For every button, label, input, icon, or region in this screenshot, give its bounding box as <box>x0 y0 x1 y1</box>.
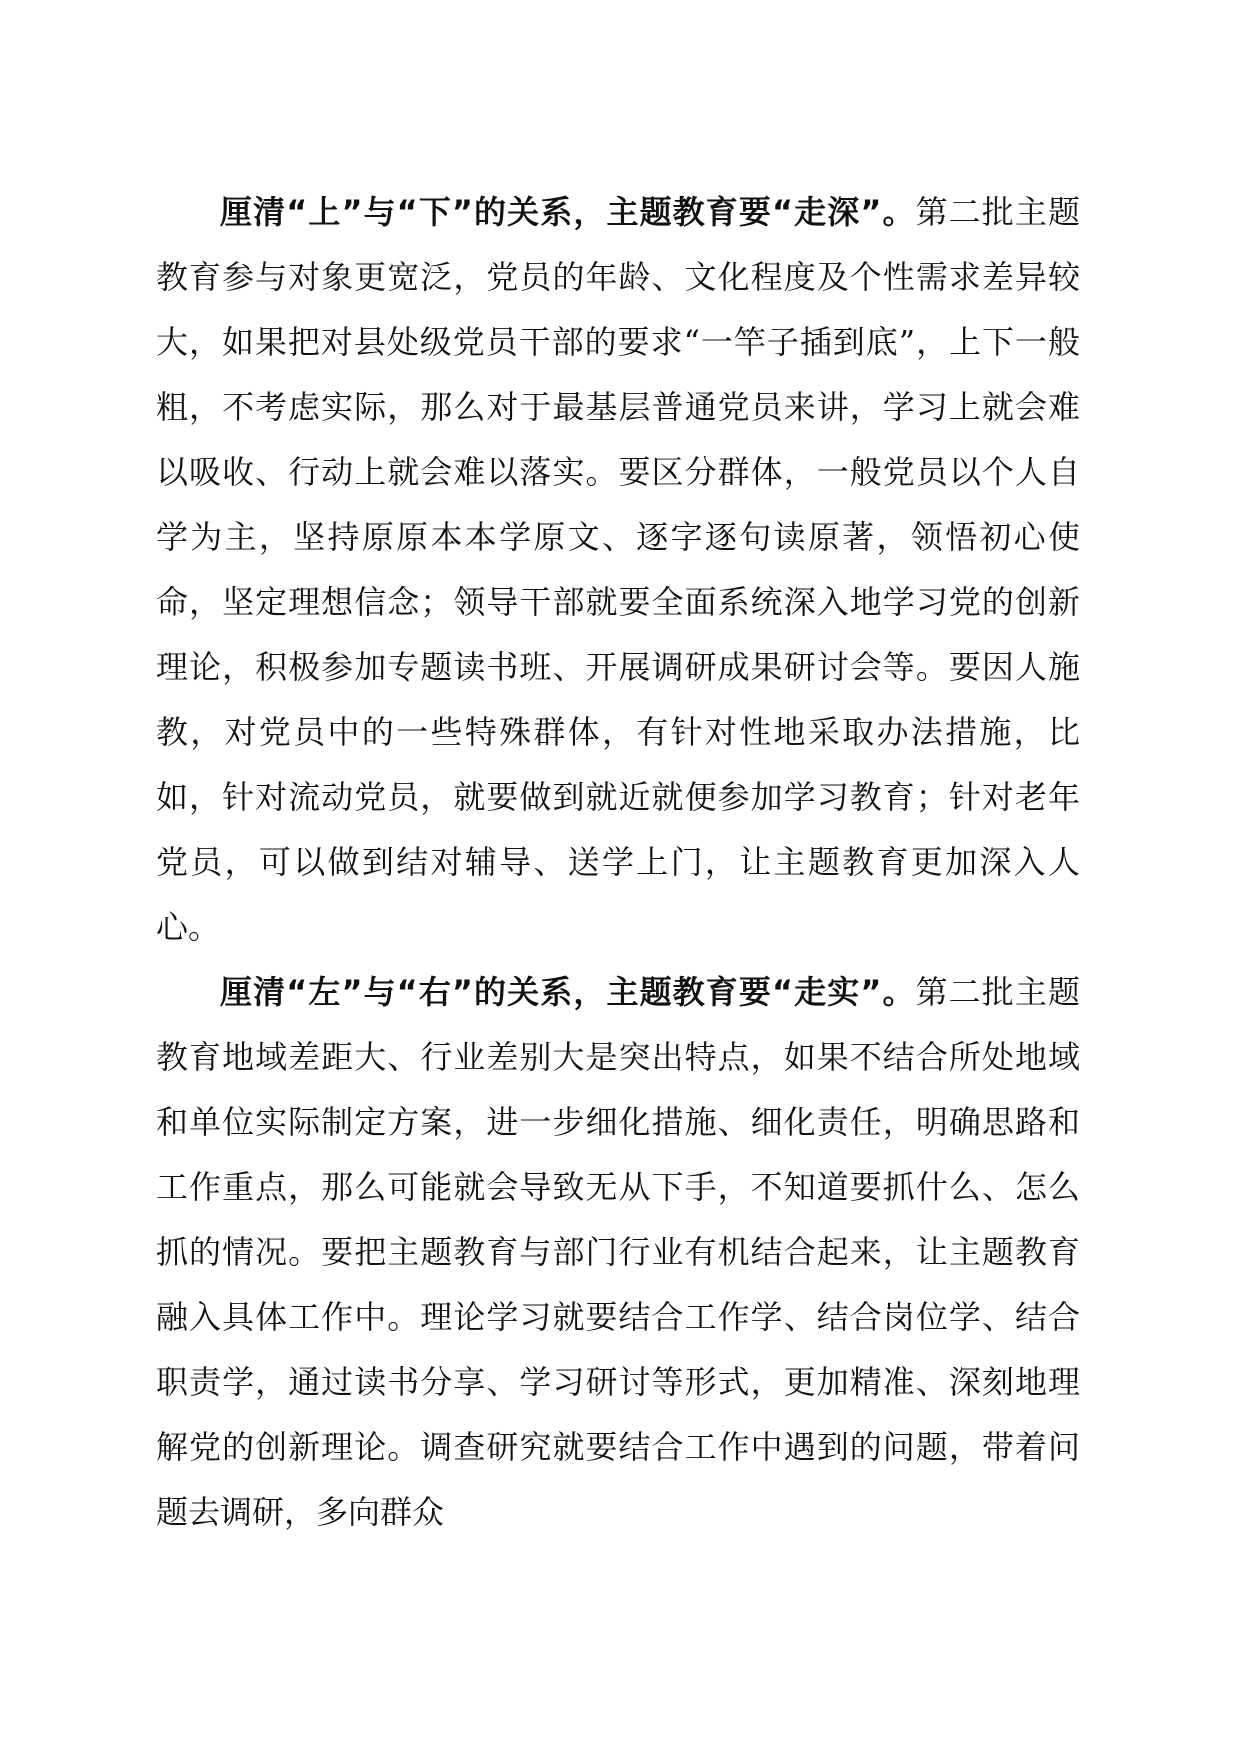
paragraph-shang-xia <box>156 180 1080 960</box>
paragraph-lead: 厘清“左”与“右”的关系，主题教育要“走实”。 <box>220 973 916 1011</box>
document-body <box>156 180 1080 1545</box>
paragraph-text: 第二批主题教育地域差距大、行业差别大是突出特点，如果不结合所处地域和单位实际制定方案，进一步细化措施、细化责任，明确思路和工作重点，那么可能就会导致无从下手，不知道要抓什么、怎么抓的情况。要把主题教育与部门行业有机结合起来，让主题教育融入具体工作中。理论学习就要结合工作学、结合岗位学、结合职责学，通过读书分享、学习研讨等形式，更加精准、深刻地理解党的创新理论。调查研究就要结合工作中遇到的问题，带着问题去调研，多向群众 <box>156 973 1080 1531</box>
paragraph-zuo-you <box>156 960 1080 1545</box>
paragraph-lead: 厘清“上”与“下”的关系，主题教育要“走深”。 <box>220 193 916 231</box>
paragraph-text: 第二批主题教育参与对象更宽泛，党员的年龄、文化程度及个性需求差异较大，如果把对县处级党员干部的要求“一竿子插到底”，上下一般粗，不考虑实际，那么对于最基层普通党员来讲，学习上就会难以吸收、行动上就会难以落实。要区分群体，一般党员以个人自学为主，坚持原原本本学原文、逐字逐句读原著，领悟初心使命，坚定理想信念；领导干部就要全面系统深入地学习党的创新理论，积极参加专题读书班、开展调研成果研讨会等。要因人施教，对党员中的一些特殊群体，有针对性地采取办法措施，比如，针对流动党员，就要做到就近就便参加学习教育；针对老年党员，可以做到结对辅导、送学上门，让主题教育更加深入人心。 <box>156 193 1080 946</box>
